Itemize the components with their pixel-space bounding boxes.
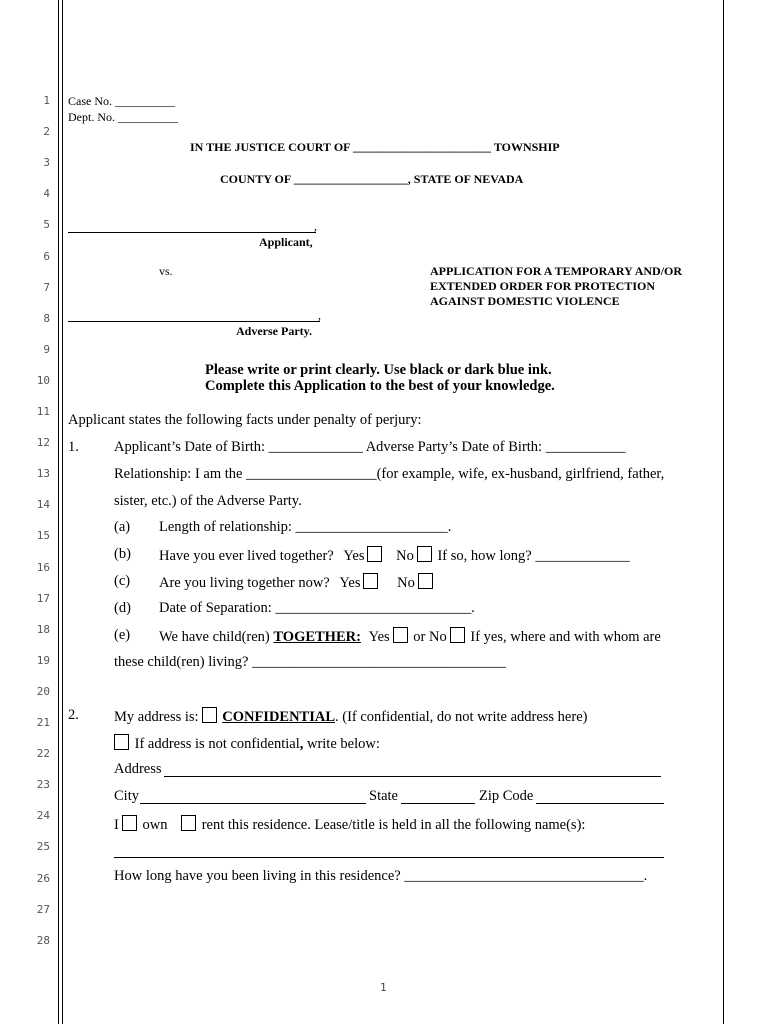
address-line[interactable] (164, 776, 661, 777)
line-number: 1 (43, 94, 50, 107)
relationship-field[interactable]: Relationship: I am the __________________(for example, wife, ex-husband, girlfriend, father, (114, 466, 665, 482)
adverse-comma: , (318, 308, 321, 322)
document-title-line-1: APPLICATION FOR A TEMPORARY AND/OR (430, 264, 683, 278)
versus-label: vs. (159, 264, 173, 278)
intro-statement: Applicant states the following facts under penalty of perjury: (68, 412, 422, 428)
lived-together-no-checkbox[interactable] (417, 546, 432, 562)
item-a-label: (a) (114, 519, 131, 535)
line-number: 20 (36, 684, 50, 698)
city-line[interactable] (140, 803, 366, 804)
line-number: 9 (43, 342, 50, 356)
line-number: 23 (36, 778, 50, 792)
dept-number: Dept. No. __________ (68, 110, 178, 124)
lived-together-no-label: No (396, 548, 414, 564)
instructions-line-1: Please write or print clearly. Use black or dark blue ink. (205, 362, 552, 378)
not-confidential-comma: , (299, 736, 304, 752)
state-label: State (369, 788, 398, 804)
children-living-field[interactable]: these child(ren) living? ___________________________________ (114, 654, 506, 670)
line-number: 15 (36, 529, 50, 543)
line-number: 21 (36, 716, 50, 729)
line-number: 17 (36, 591, 50, 605)
line-number: 8 (43, 311, 50, 325)
applicant-label: Applicant, (259, 235, 313, 249)
children-no-checkbox[interactable] (450, 627, 465, 643)
own-checkbox[interactable] (122, 815, 137, 831)
children-where-text: If yes, where and with whom are (470, 629, 661, 645)
line-number: 24 (36, 809, 50, 823)
case-number: Case No. __________ (68, 94, 175, 108)
line-number: 7 (43, 280, 50, 294)
item-c-label: (c) (114, 573, 131, 589)
line-number: 16 (36, 560, 50, 574)
item-b-label: (b) (114, 546, 131, 562)
write-below-label: write below: (303, 736, 380, 752)
rent-label: rent this residence. Lease/title is held in all the following name(s): (201, 817, 586, 833)
not-confidential-checkbox[interactable] (114, 734, 129, 750)
dob-field[interactable]: Applicant’s Date of Birth: _____________ Adverse Party’s Date of Birth: ___________ (114, 439, 626, 455)
section-1-number: 1. (68, 439, 79, 455)
rent-checkbox[interactable] (181, 815, 196, 831)
county-heading: COUNTY OF ___________________, STATE OF NEVADA (220, 172, 524, 186)
confidential-note: . (If confidential, do not write address here) (335, 709, 588, 725)
lived-together-yes-checkbox[interactable] (367, 546, 382, 562)
zip-line[interactable] (536, 803, 664, 804)
separation-date-field[interactable]: Date of Separation: ___________________________. (159, 600, 475, 616)
line-number: 28 (36, 933, 50, 947)
living-together-no-label: No (397, 575, 415, 591)
ownership-i: I (114, 817, 119, 833)
applicant-comma: , (314, 219, 317, 233)
own-label: own (142, 817, 168, 833)
lease-names-line[interactable] (114, 857, 664, 858)
right-margin-line (723, 0, 724, 1024)
line-number: 12 (36, 436, 50, 450)
line-number: 6 (43, 249, 50, 263)
line-number: 2 (43, 125, 50, 139)
ownership-row (114, 815, 585, 834)
adverse-party-label: Adverse Party. (236, 324, 312, 338)
confidential-checkbox[interactable] (202, 707, 217, 723)
zip-label: Zip Code (479, 788, 534, 804)
line-number: 14 (36, 498, 50, 512)
line-number: 3 (43, 156, 50, 170)
not-confidential-label: If address is not confidential (134, 736, 300, 752)
line-number: 27 (36, 902, 50, 916)
document-title-line-3: AGAINST DOMESTIC VIOLENCE (430, 294, 620, 308)
left-margin-line-outer (58, 0, 59, 1024)
line-number: 10 (36, 373, 50, 387)
address-confidential-row (114, 707, 587, 726)
line-number: 26 (36, 871, 50, 885)
residence-duration-field[interactable]: How long have you been living in this residence? _________________________________. (114, 868, 648, 884)
page-number: 1 (380, 981, 387, 994)
living-together-question (159, 573, 435, 592)
address-label: My address is: (114, 709, 199, 725)
state-line[interactable] (401, 803, 475, 804)
children-no-label: or No (413, 629, 447, 645)
adverse-party-name-line[interactable] (68, 321, 320, 322)
line-number: 22 (36, 747, 50, 761)
lived-together-question (159, 546, 630, 565)
lived-together-text: Have you ever lived together? (159, 548, 334, 564)
address-label-street: Address (114, 761, 162, 777)
item-d-label: (d) (114, 600, 131, 616)
together-label: TOGETHER: (273, 629, 361, 645)
confidential-label: CONFIDENTIAL (222, 709, 336, 725)
lived-together-yes-label: Yes (343, 548, 365, 564)
living-together-text: Are you living together now? (159, 575, 330, 591)
item-e-label: (e) (114, 627, 131, 643)
children-yes-label: Yes (368, 629, 390, 645)
line-number: 25 (36, 840, 50, 854)
relationship-continuation: sister, etc.) of the Adverse Party. (114, 493, 302, 509)
not-confidential-row (114, 734, 380, 753)
line-number: 13 (36, 467, 50, 481)
children-text: We have child(ren) (159, 629, 270, 645)
children-together-question (159, 627, 661, 646)
line-number: 18 (36, 622, 50, 636)
lived-together-how-long[interactable]: If so, how long? _____________ (437, 548, 630, 564)
children-yes-checkbox[interactable] (393, 627, 408, 643)
court-heading: IN THE JUSTICE COURT OF _______________________ TOWNSHIP (190, 140, 560, 154)
living-together-yes-checkbox[interactable] (363, 573, 378, 589)
line-number: 11 (36, 405, 50, 418)
applicant-name-line[interactable] (68, 232, 316, 233)
document-title-line-2: EXTENDED ORDER FOR PROTECTION (430, 279, 656, 293)
city-label: City (114, 788, 139, 804)
line-number: 4 (43, 187, 50, 201)
line-number: 5 (43, 218, 50, 232)
relationship-length-field[interactable]: Length of relationship: _____________________. (159, 519, 452, 535)
left-margin-line-inner (62, 0, 63, 1024)
section-2-number: 2. (68, 707, 79, 723)
living-together-no-checkbox[interactable] (418, 573, 433, 589)
living-together-yes-label: Yes (339, 575, 361, 591)
line-number: 19 (36, 653, 50, 667)
instructions-line-2: Complete this Application to the best of your knowledge. (205, 378, 555, 394)
